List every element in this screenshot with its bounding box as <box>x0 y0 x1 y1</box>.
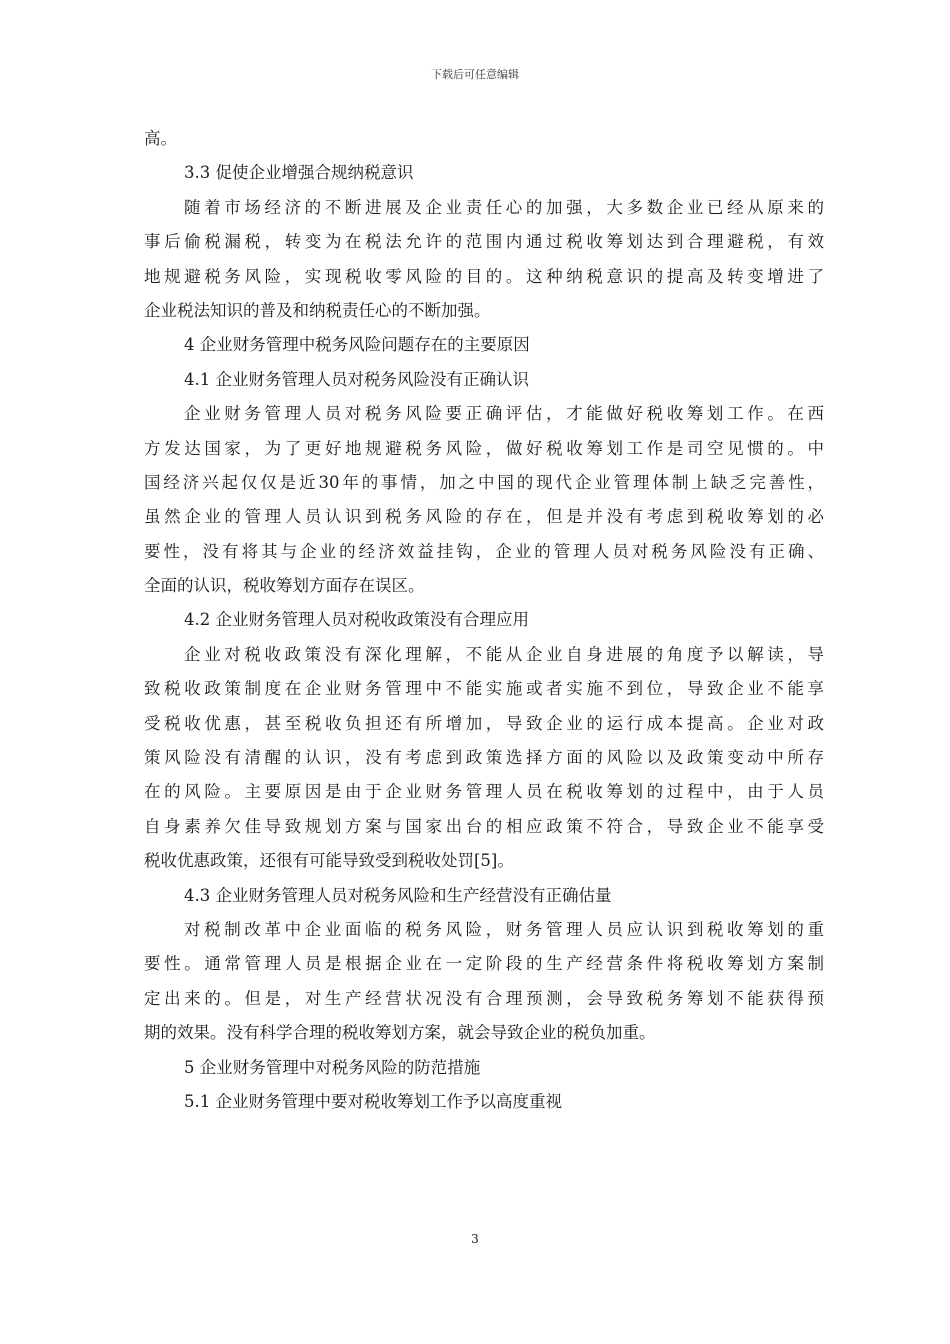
paragraph-line: 税收优惠政策，还很有可能导致受到税收处罚[5]。 <box>144 851 514 871</box>
paragraph-line: 在的风险。主要原因是由于企业财务管理人员在税收筹划的过程中，由于人员 <box>144 782 824 802</box>
paragraph-line: 国经济兴起仅仅是近30年的事情，加之中国的现代企业管理体制上缺乏完善性， <box>144 472 824 492</box>
paragraph-line: 要性。通常管理人员是根据企业在一定阶段的生产经营条件将税收筹划方案制 <box>144 954 824 974</box>
paragraph-line: 期的效果。没有科学合理的税收筹划方案，就会导致企业的税负加重。 <box>144 1023 656 1043</box>
section-heading: 4.3 企业财务管理人员对税务风险和生产经营没有正确估量 <box>184 885 612 905</box>
page-number: 3 <box>471 1232 479 1246</box>
section-heading: 4 企业财务管理中税务风险问题存在的主要原因 <box>184 335 530 355</box>
paragraph-line: 致税收政策制度在企业财务管理中不能实施或者实施不到位，导致企业不能享 <box>144 679 824 699</box>
paragraph-line: 企业税法知识的普及和纳税责任心的不断加强。 <box>144 300 491 320</box>
paragraph-line: 虽然企业的管理人员认识到税务风险的存在，但是并没有考虑到税收筹划的必 <box>144 507 824 527</box>
paragraph-line: 事后偷税漏税，转变为在税法允许的范围内通过税收筹划达到合理避税，有效 <box>144 232 824 252</box>
paragraph-line: 受税收优惠，甚至税收负担还有所增加，导致企业的运行成本提高。企业对政 <box>144 713 824 733</box>
paragraph-line: 要性，没有将其与企业的经济效益挂钩，企业的管理人员对税务风险没有正确、 <box>144 541 824 561</box>
paragraph-line: 企业财务管理人员对税务风险要正确评估，才能做好税收筹划工作。在西 <box>184 404 824 424</box>
section-heading: 5.1 企业财务管理中要对税收筹划工作予以高度重视 <box>184 1091 562 1111</box>
paragraph-line: 随着市场经济的不断进展及企业责任心的加强，大多数企业已经从原来的 <box>184 197 824 217</box>
section-heading: 5 企业财务管理中对税务风险的防范措施 <box>184 1057 481 1077</box>
paragraph-line: 全面的认识，税收筹划方面存在误区。 <box>144 576 425 596</box>
section-heading: 3.3 促使企业增强合规纳税意识 <box>184 163 414 183</box>
paragraph-line: 自身素养欠佳导致规划方案与国家出台的相应政策不符合，导致企业不能享受 <box>144 816 824 836</box>
paragraph-line: 企业对税收政策没有深化理解，不能从企业自身进展的角度予以解读，导 <box>184 644 824 664</box>
page-header-note: 下载后可任意编辑 <box>431 68 519 81</box>
paragraph-line: 对税制改革中企业面临的税务风险，财务管理人员应认识到税收筹划的重 <box>184 919 824 939</box>
body-line: 高。 <box>144 129 177 148</box>
section-heading: 4.2 企业财务管理人员对税收政策没有合理应用 <box>184 610 529 630</box>
paragraph-line: 地规避税务风险，实现税收零风险的目的。这种纳税意识的提高及转变增进了 <box>144 266 824 286</box>
section-heading: 4.1 企业财务管理人员对税务风险没有正确认识 <box>184 369 529 389</box>
paragraph-line: 策风险没有清醒的认识，没有考虑到政策选择方面的风险以及政策变动中所存 <box>144 748 824 768</box>
paragraph-line: 方发达国家，为了更好地规避税务风险，做好税收筹划工作是司空见惯的。中 <box>144 438 824 458</box>
document-body <box>144 122 824 1119</box>
paragraph-line: 定出来的。但是，对生产经营状况没有合理预测，会导致税务筹划不能获得预 <box>144 988 824 1008</box>
